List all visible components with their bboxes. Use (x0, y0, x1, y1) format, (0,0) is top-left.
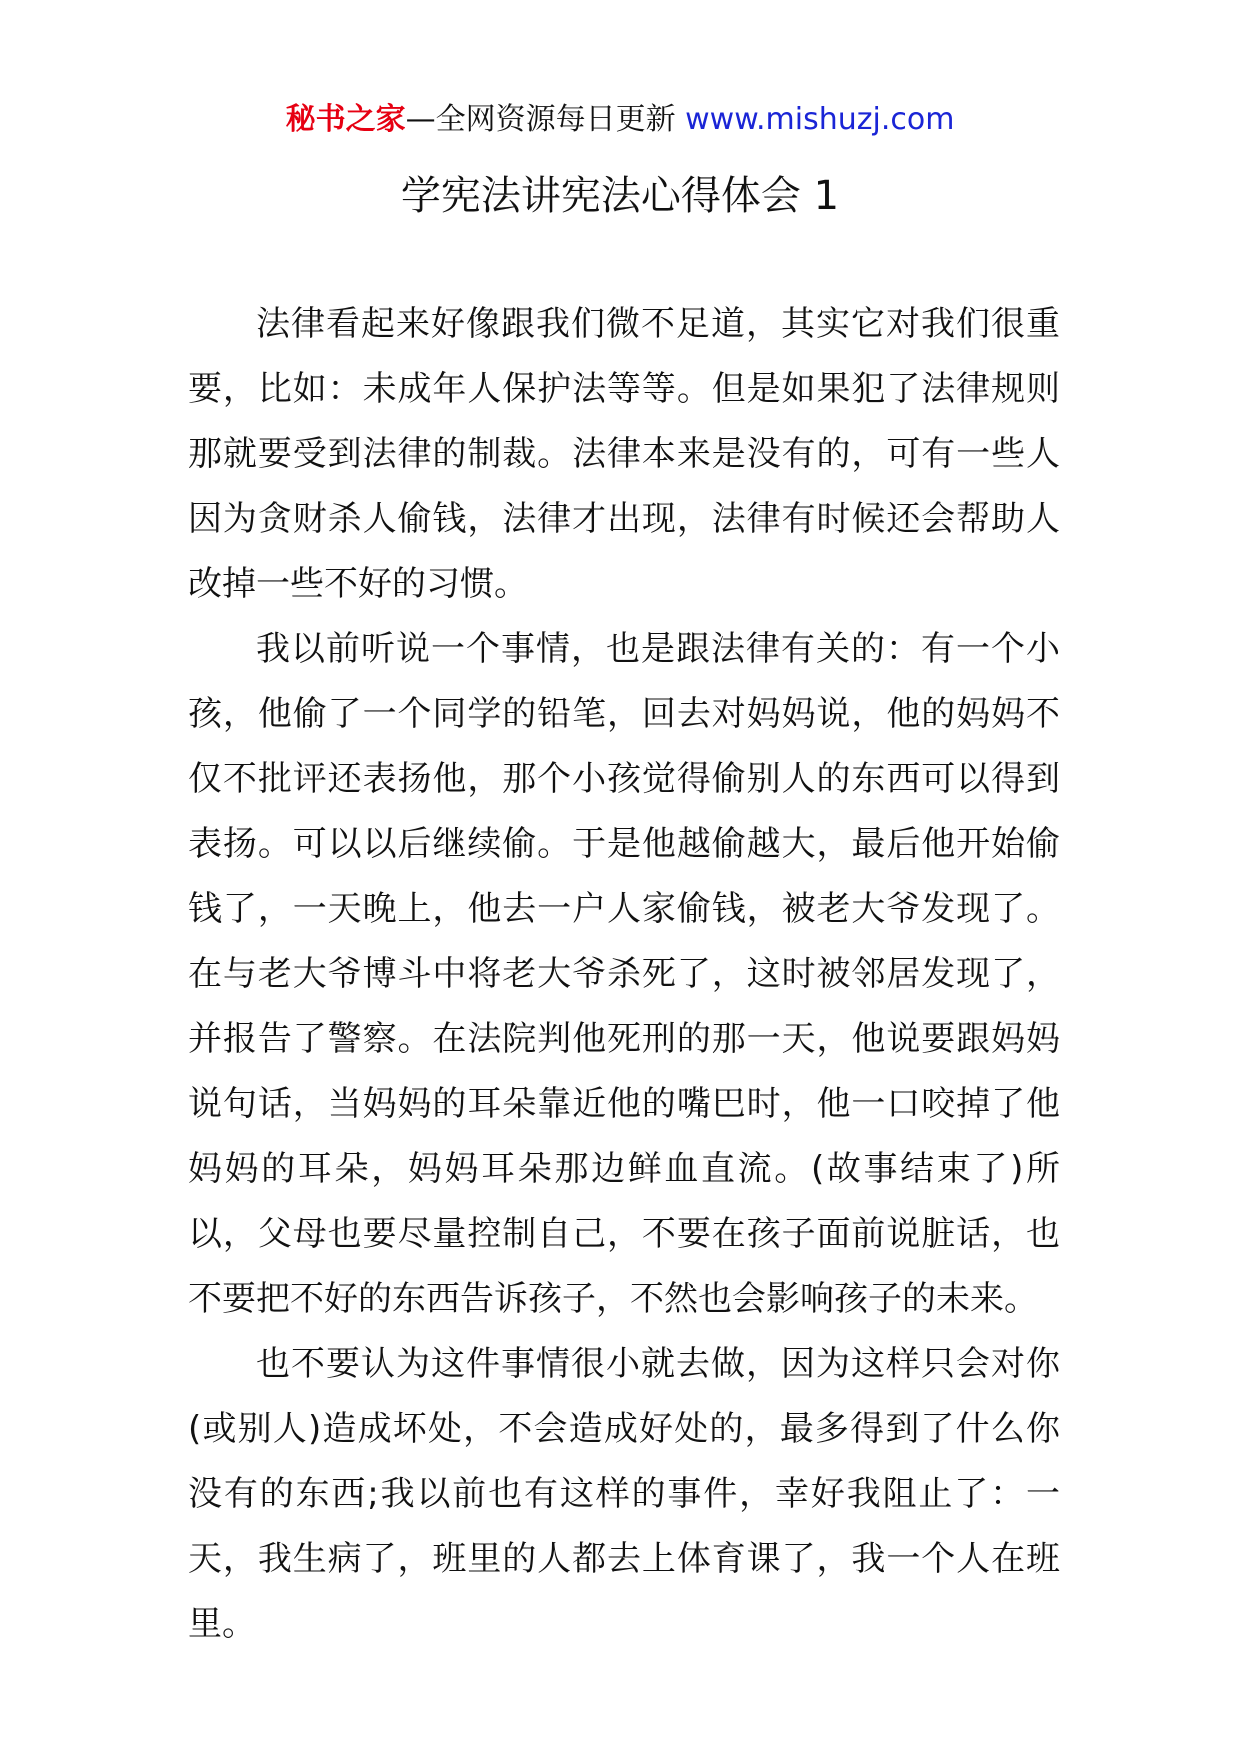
paragraph-2: 我以前听说一个事情，也是跟法律有关的：有一个小孩，他偷了一个同学的铅笔，回去对妈妈说，他的妈妈不仅不批评还表扬他，那个小孩觉得偷别人的东西可以得到表扬。可以以后继续偷。于是他越偷越大，最后他开始偷钱了，一天晚上，他去一户人家偷钱，被老大爷发现了。在与老大爷博斗中将老大爷杀死了，这时被邻居发现了，并报告了警察。在法院判他死刑的那一天，他说要跟妈妈说句话，当妈妈的耳朵靠近他的嘴巴时，他一口咬掉了他妈妈的耳朵，妈妈耳朵那边鲜血直流。(故事结束了)所以，父母也要尽量控制自己，不要在孩子面前说脏话，也不要把不好的东西告诉孩子，不然也会影响孩子的未来。 (188, 629, 1060, 1319)
site-header (0, 100, 1240, 140)
document-title: 学宪法讲宪法心得体会 1 (400, 173, 840, 219)
paragraph-3: 也不要认为这件事情很小就去做，因为这样只会对你(或别人)造成坏处，不会造成好处的，最多得到了什么你没有的东西;我以前也有这样的事件，幸好我阻止了：一天，我生病了，班里的人都去上体育课了，我一个人在班里。 (188, 1344, 1060, 1644)
site-name: 秘书之家 (285, 102, 406, 137)
site-url-link[interactable]: www.mishuzj.com (685, 102, 955, 137)
document-body (188, 292, 1060, 1657)
site-slogan: —全网资源每日更新 (405, 102, 676, 137)
paragraph-1: 法律看起来好像跟我们微不足道，其实它对我们很重要，比如：未成年人保护法等等。但是如果犯了法律规则那就要受到法律的制裁。法律本来是没有的，可有一些人因为贪财杀人偷钱，法律才出现，法律有时候还会帮助人改掉一些不好的习惯。 (188, 304, 1060, 604)
